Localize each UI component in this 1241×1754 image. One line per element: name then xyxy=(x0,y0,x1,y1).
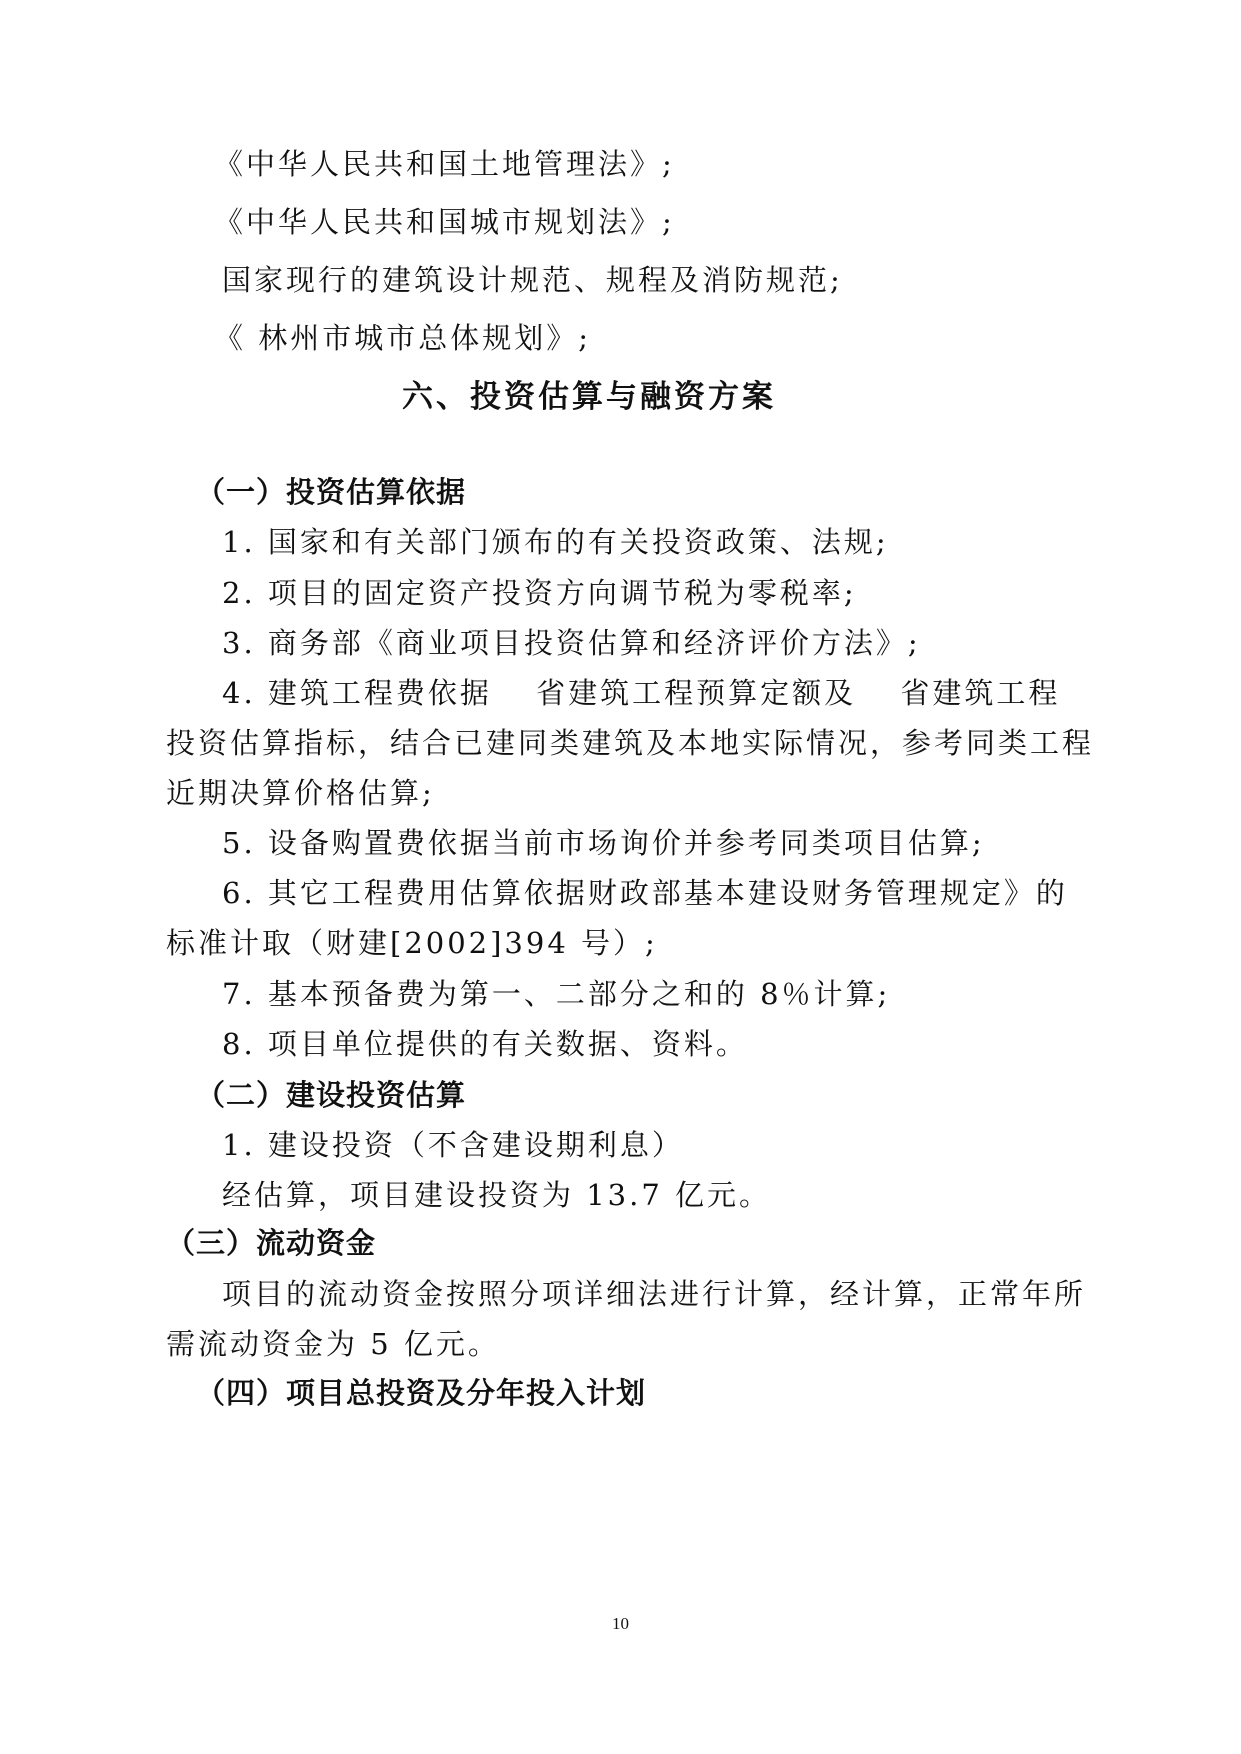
basis-item: 2. 项目的固定资产投资方向调节税为零税率; xyxy=(222,576,857,610)
law-item: 国家现行的建筑设计规范、规程及消防规范; xyxy=(222,263,843,297)
basis-item-continuation: 投资估算指标，结合已建同类建筑及本地实际情况，参考同类工程 xyxy=(166,726,1095,760)
law-item: 《中华人民共和国土地管理法》; xyxy=(214,147,675,181)
basis-item: 4. 建筑工程费依据 省建筑工程预算定额及 省建筑工程 xyxy=(222,676,1061,710)
part4-heading: （四）项目总投资及分年投入计划 xyxy=(196,1376,647,1410)
law-item: 《 林州市城市总体规划》; xyxy=(214,321,591,355)
working-capital-text: 需流动资金为 5 亿元。 xyxy=(166,1327,500,1361)
part2-heading: （二）建设投资估算 xyxy=(196,1078,467,1112)
section-title: 六、投资估算与融资方案 xyxy=(402,379,776,415)
page-number: 10 xyxy=(612,1614,629,1633)
basis-item-continuation: 标准计取（财建[2002]394 号）; xyxy=(166,926,658,960)
investment-item: 1. 建设投资（不含建设期利息） xyxy=(222,1128,684,1162)
basis-item: 5. 设备购置费依据当前市场询价并参考同类项目估算; xyxy=(222,826,985,860)
basis-item: 7. 基本预备费为第一、二部分之和的 8％计算; xyxy=(222,977,891,1011)
part1-heading: （一）投资估算依据 xyxy=(196,475,467,509)
basis-item: 1. 国家和有关部门颁布的有关投资政策、法规; xyxy=(222,525,889,559)
part3-heading: （三）流动资金 xyxy=(166,1226,377,1260)
investment-item: 经估算，项目建设投资为 13.7 亿元。 xyxy=(222,1178,772,1212)
basis-item: 8. 项目单位提供的有关数据、资料。 xyxy=(222,1027,748,1061)
law-item: 《中华人民共和国城市规划法》; xyxy=(214,205,675,239)
basis-item-continuation: 近期决算价格估算; xyxy=(166,776,435,810)
basis-item: 3. 商务部《商业项目投资估算和经济评价方法》; xyxy=(222,626,921,660)
working-capital-text: 项目的流动资金按照分项详细法进行计算，经计算，正常年所 xyxy=(222,1277,1087,1311)
basis-item: 6. 其它工程费用估算依据财政部基本建设财务管理规定》的 xyxy=(222,876,1068,910)
